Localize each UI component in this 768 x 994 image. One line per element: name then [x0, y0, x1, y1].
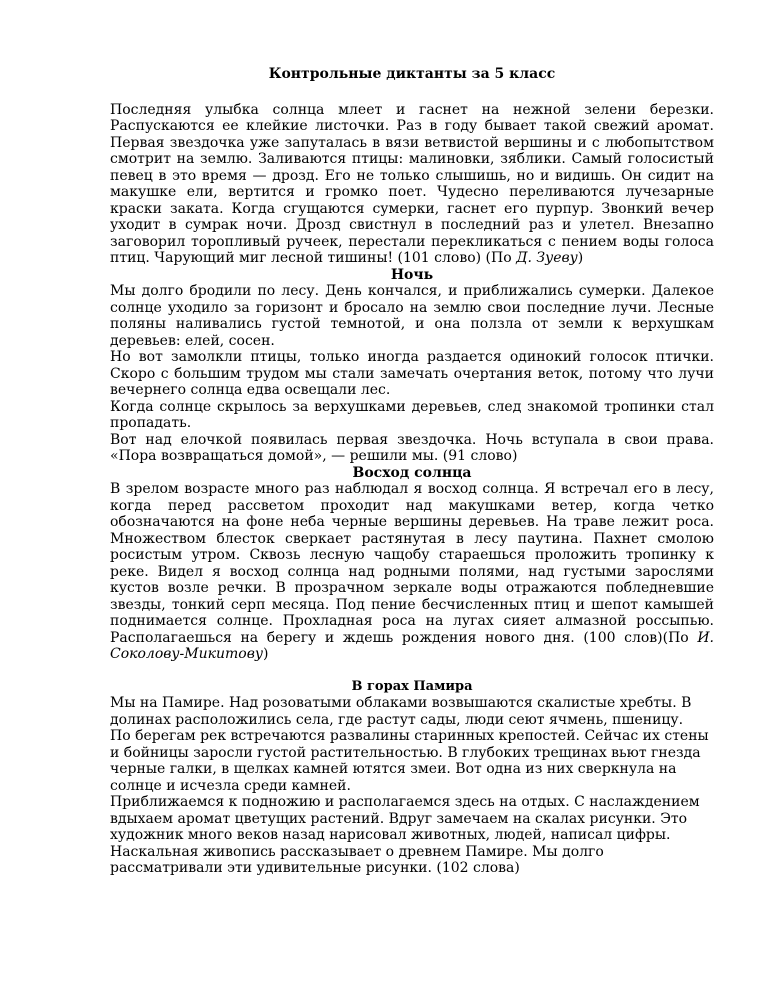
author-name: И. Соколову-Микитову — [110, 629, 714, 662]
paragraph-tail: ) — [577, 250, 584, 266]
document-page — [110, 66, 714, 877]
document-title: Контрольные диктанты за 5 класс — [268, 66, 556, 82]
section-title: В горах Памира — [351, 678, 473, 694]
text-paragraph: По берегам рек встречаются развалины старинных крепостей. Сейчас их стены и бойницы заросли густой растительностью. В глубоких трещинах вьют гнезда черные галки, в щелках камней ютятся змеи. Вот одна из них сверкнула на солнце и исчезла среди камней. — [110, 728, 709, 794]
text-paragraph: Вот над елочкой появилась первая звездочка. Ночь вступала в свои права. «Пора возвращаться домой», — решили мы. (91 слово) — [110, 431, 714, 464]
author-name: Д. Зуеву — [516, 250, 578, 266]
text-paragraph: Мы на Памире. Над розоватыми облаками возвышаются скалистые хребты. В долинах расположились села, где растут сады, люди сеют ячмень, пшеницу. — [110, 695, 692, 728]
text-paragraph: Но вот замолкли птицы, только иногда раздается одинокий голосок птички. Скоро с большим трудом мы стали замечать очертания веток, потому что лучи вечернего солнца едва освещали лес. — [110, 349, 714, 398]
text-paragraph: Мы долго бродили по лесу. День кончался, и приближались сумерки. Далекое солнце уходило за горизонт и бросало на землю свои последние лучи. Лесные поляны наливались густой темнотой, и она ползла от земли к верхушкам деревьев: елей, сосен. — [110, 283, 714, 349]
text-paragraph: Приближаемся к подножию и располагаемся здесь на отдых. С наслаждением вдыхаем аромат цветущих растений. Вдруг замечаем на скалах рисунки. Это художник много веков назад нарисовал животных, людей, написал цифры. Наскальная живопись рассказывает о древнем Памире. Мы долго рассматривали эти удивительные рисунки. (102 слова) — [110, 794, 700, 876]
section-title: Ночь — [390, 266, 434, 283]
section-title: Восход солнца — [352, 464, 472, 481]
paragraph-text: В зрелом возрасте много раз наблюдал я восход солнца. Я встречал его в лесу, когда перед рассветом проходит над макушками ветер, когда четко обозначаются на фоне неба черные вершины деревьев. На траве лежит роса. Множеством блесток сверкает растянутая в лесу паутина. Пахнет смолою росистым утром. Сквозь лесную чащобу стараешься проложить тропинку к реке. Видел я восход солнца над родными полями, над густыми зарослями кустов возле речки. В прозрачном зеркале воды отражаются побледневшие звезды, тонкий серп месяца. Под пение бесчисленных птиц и шепот камышей поднимается солнце. Прохладная роса на лугах сияет алмазной россыпью. Располагаешься на берегу и ждешь рождения нового дня. (100 слов)(По — [110, 481, 714, 646]
text-paragraph: Когда солнце скрылось за верхушками деревьев, след знакомой тропинки стал пропадать. — [110, 398, 714, 431]
text-paragraph — [110, 102, 714, 267]
text-paragraph — [110, 481, 714, 663]
paragraph-tail: ) — [262, 646, 269, 662]
paragraph-text: Последняя улыбка солнца млеет и гаснет на нежной зелени березки. Распускаются ее клейкие листочки. Раз в году бывает такой свежий аромат. Первая звездочка уже запуталась в вязи ветвистой вершины и с любопытством смотрит на землю. Заливаются птицы: малиновки, зяблики. Самый голосистый певец в это время — дрозд. Его не только слышишь, но и видишь. Он сидит на макушке ели, вертится и громко поет. Чудесно переливаются лучезарные краски заката. Когда сгущаются сумерки, гаснет его пурпур. Звонкий вечер уходит в сумрак ночи. Дрозд свистнул в последний раз и улетел. Внезапно заговорил торопливый ручеек, перестали перекликаться с пением воды голоса птиц. Чарующий миг лесной тишины! (101 слово) (По — [110, 101, 714, 266]
